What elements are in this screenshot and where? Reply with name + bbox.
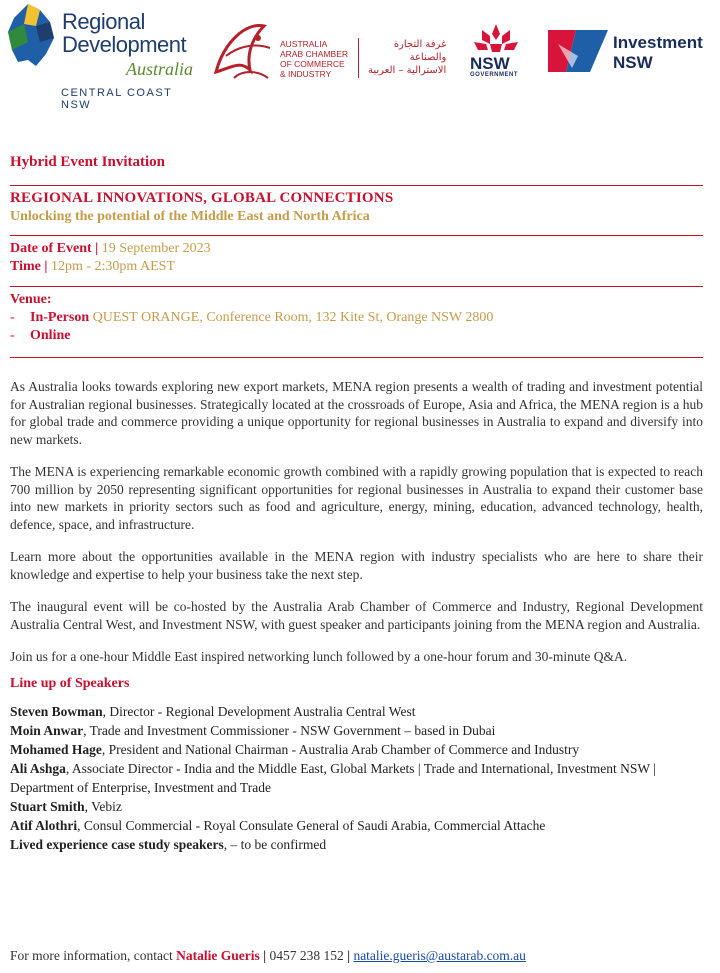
paragraph: Join us for a one-hour Middle East inspired networking lunch followed by a one-hour forum and 30-minute Q&A. bbox=[10, 649, 628, 664]
aacci-ar-line: والصناعة bbox=[409, 52, 447, 63]
divider bbox=[10, 185, 703, 186]
investment-nsw-line2: NSW bbox=[613, 53, 653, 72]
logo-banner bbox=[0, 0, 720, 110]
aacci-ar-line: غرفة التجارة bbox=[393, 39, 447, 50]
investment-nsw-mark-icon bbox=[546, 26, 610, 76]
divider bbox=[10, 357, 703, 358]
time-row bbox=[10, 258, 703, 276]
contact-footer bbox=[10, 948, 710, 964]
speaker-item bbox=[10, 702, 703, 721]
speaker-role: , – to be confirmed bbox=[223, 836, 327, 852]
aacci-ar-line: الاسترالية – العربية bbox=[368, 65, 447, 76]
speaker-name: Moin Anwar bbox=[10, 722, 84, 738]
date-value: 19 September 2023 bbox=[101, 241, 211, 256]
speaker-role: , Vebiz bbox=[84, 798, 122, 814]
rda-name-line1: Regional bbox=[62, 9, 145, 34]
speaker-name: Ali Ashga bbox=[10, 760, 66, 776]
divider bbox=[10, 235, 703, 236]
venue-item-label: In-Person bbox=[30, 310, 90, 325]
divider bbox=[10, 286, 703, 287]
speaker-name: Atif Alothri bbox=[10, 817, 78, 833]
paragraph: The MENA is experiencing remarkable economic growth combined with a rapidly growing population that is expected to reach 700 million by 2050 representing significant opportunities for regional businesses in Australia to expand their customer base into new markets in priority sectors such as food and agriculture, energy, mining, education, advanced technology, health, defence, space, and infrastructure. bbox=[10, 464, 703, 532]
speaker-item bbox=[10, 759, 703, 797]
speaker-role: , Trade and Investment Commissioner - NSW Government – based in Dubai bbox=[83, 722, 496, 738]
speaker-item bbox=[10, 816, 703, 835]
event-subtitle: Unlocking the potential of the Middle East and North Africa bbox=[10, 209, 370, 224]
paragraph: As Australia looks towards exploring new export markets, MENA region presents a wealth of trading and investment potential for Australian regional businesses. Strategically located at the crossroads of Europe, Asia and Africa, the MENA region is a hub for global trade and commerce providing a unique opportunity for regional businesses in Australia to expand and diversify into new markets. bbox=[10, 379, 703, 447]
aacci-separator bbox=[358, 38, 359, 78]
aacci-en-line: ARAB CHAMBER bbox=[280, 49, 349, 59]
pipe-separator: | bbox=[263, 948, 267, 963]
rda-region: CENTRAL COAST NSW bbox=[61, 87, 173, 111]
time-label: Time bbox=[10, 259, 41, 274]
list-dash: - bbox=[10, 310, 15, 325]
pipe-separator: | bbox=[95, 241, 99, 256]
speaker-name: Stuart Smith bbox=[10, 798, 85, 814]
venue-section bbox=[10, 291, 703, 345]
venue-item-online bbox=[10, 327, 703, 345]
aacci-en-line: AUSTRALIA bbox=[280, 39, 328, 49]
aacci-english-name bbox=[280, 39, 348, 79]
event-title: REGIONAL INNOVATIONS, GLOBAL CONNECTIONS bbox=[10, 190, 394, 206]
invitation-body bbox=[10, 150, 703, 854]
speaker-item bbox=[10, 721, 703, 740]
contact-phone: 0457 238 152 bbox=[269, 948, 344, 963]
rda-australia: Australia bbox=[126, 59, 194, 79]
footer-prefix: For more information, contact bbox=[10, 948, 173, 963]
speaker-item bbox=[10, 797, 703, 816]
aacci-logo bbox=[206, 12, 456, 92]
speaker-item bbox=[10, 835, 703, 854]
invite-heading: Hybrid Event Invitation bbox=[10, 154, 166, 170]
rda-logo bbox=[6, 2, 196, 111]
venue-label: Venue: bbox=[10, 292, 52, 307]
pipe-separator: | bbox=[44, 259, 48, 274]
speakers-list bbox=[10, 702, 703, 854]
aacci-en-line: & INDUSTRY bbox=[280, 69, 332, 79]
date-row bbox=[10, 240, 703, 258]
speaker-name: Steven Bowman bbox=[10, 703, 103, 719]
aacci-en-line: OF COMMERCE bbox=[280, 59, 345, 69]
time-value: 12pm - 2:30pm AEST bbox=[50, 259, 176, 274]
rda-name-line2: Development bbox=[62, 32, 187, 57]
investment-nsw-line1: Investment bbox=[613, 33, 703, 52]
aacci-arabic-name bbox=[368, 38, 446, 77]
pipe-separator: | bbox=[347, 948, 351, 963]
speaker-role: , Associate Director - India and the Middle East, Global Markets | Trade and International, Investment NSW | Department of Enterprise, Investment and Trade bbox=[10, 760, 656, 795]
nsw-government-label: GOVERNMENT bbox=[470, 72, 519, 78]
aacci-calligraphy-icon bbox=[206, 12, 278, 92]
venue-address: QUEST ORANGE, Conference Room, 132 Kite St, Orange NSW 2800 bbox=[92, 310, 494, 325]
speakers-heading: Line up of Speakers bbox=[10, 675, 130, 691]
speaker-role: , Director - Regional Development Australia Central West bbox=[102, 703, 416, 719]
venue-item-in-person bbox=[10, 309, 703, 327]
australia-map-icon bbox=[6, 2, 58, 72]
venue-item-label: Online bbox=[30, 328, 71, 343]
list-dash: - bbox=[10, 328, 15, 343]
rda-name bbox=[62, 10, 186, 56]
investment-nsw-wordmark bbox=[613, 33, 703, 73]
nsw-wordmark: NSW bbox=[470, 54, 510, 73]
contact-name: Natalie Gueris bbox=[176, 948, 260, 963]
speaker-role: , Consul Commercial - Royal Consulate General of Saudi Arabia, Commercial Attache bbox=[77, 817, 546, 833]
contact-email-link[interactable]: natalie.gueris@austarab.com.au bbox=[353, 948, 526, 963]
paragraph: The inaugural event will be co-hosted by the Australia Arab Chamber of Commerce and Industry, Regional Development Australia Central West, and Investment NSW, with guest speaker and participants joining from the MENA region and Australia. bbox=[10, 599, 703, 632]
speaker-name: Mohamed Hage bbox=[10, 741, 102, 757]
event-details bbox=[10, 240, 703, 276]
speaker-item bbox=[10, 740, 703, 759]
speaker-role: , President and National Chairman - Australia Arab Chamber of Commerce and Industry bbox=[101, 741, 580, 757]
paragraph: Learn more about the opportunities available in the MENA region with industry specialists who are here to share their knowledge and expertise to help your business take the next step. bbox=[10, 549, 703, 582]
speaker-name: Lived experience case study speakers bbox=[10, 836, 224, 852]
date-label: Date of Event bbox=[10, 241, 92, 256]
